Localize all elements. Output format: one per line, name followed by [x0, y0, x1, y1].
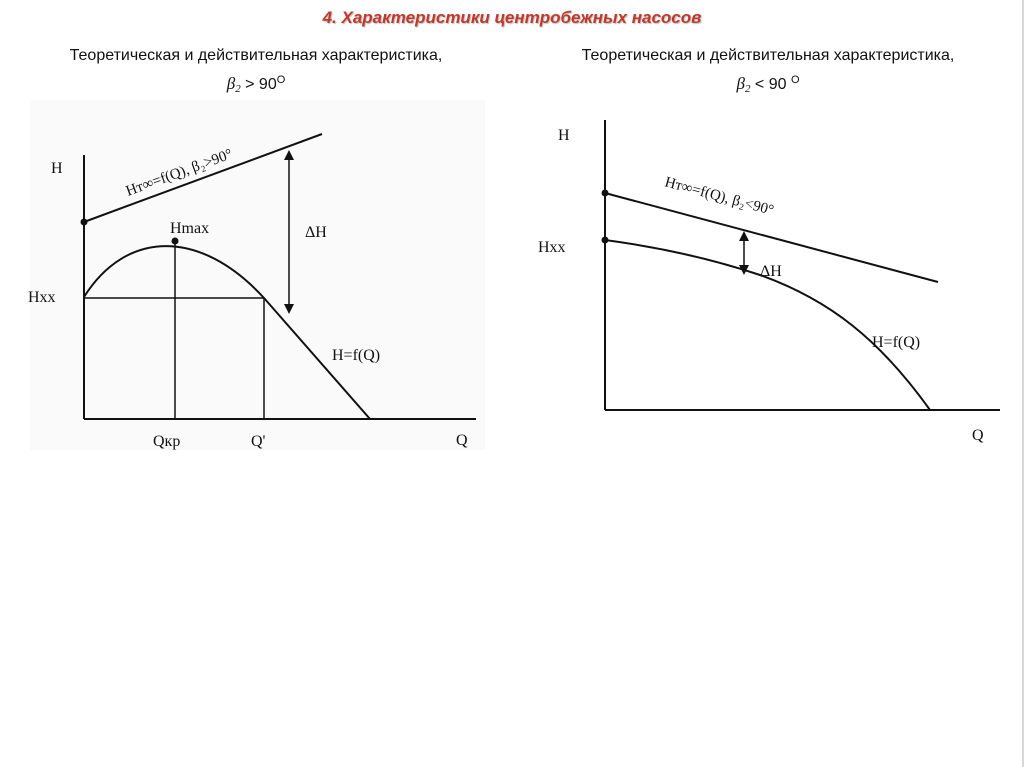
- right-theoretical-label: Hт∞=f(Q), β₂<90°: [662, 174, 776, 219]
- diagram-left-background: [30, 100, 485, 450]
- left-hmax-label: Hmax: [170, 220, 210, 237]
- left-real-curve-label: H=f(Q): [332, 347, 381, 364]
- diagram-left: [28, 100, 485, 450]
- diagram-right: [538, 120, 1000, 444]
- left-qprime-label: Q': [251, 433, 266, 450]
- left-axis-y-label: H: [51, 160, 63, 177]
- beta-subscript: 2: [235, 83, 241, 95]
- left-hxx-label: Hxx: [28, 289, 56, 306]
- caption-right-line1: Теоретическая и действительная характеристика,: [581, 47, 955, 64]
- left-theoretical-label: Hт∞=f(Q), β₂>90°: [123, 146, 235, 200]
- right-axis-x-label: Q: [972, 427, 984, 444]
- degree-mark: O: [276, 74, 286, 86]
- left-qkr-label: Qкр: [153, 433, 181, 450]
- right-theoretical-start-point: [602, 190, 609, 197]
- beta-symbol: β: [736, 74, 745, 93]
- degree-mark: O: [790, 74, 800, 86]
- beta-relation: < 90: [750, 76, 791, 93]
- right-delta-h-label: ΔH: [760, 263, 782, 280]
- left-delta-h-label: ΔH: [305, 224, 327, 241]
- beta-symbol: β: [226, 74, 236, 93]
- right-real-curve-label: H=f(Q): [872, 334, 921, 351]
- beta-relation: > 90: [240, 76, 277, 93]
- caption-left-line1: Теоретическая и действительная характеристика,: [69, 47, 443, 64]
- left-theoretical-start-point: [81, 219, 88, 226]
- slide-title: 4. Характеристики центробежных насосов: [322, 8, 702, 27]
- left-axis-x-label: Q: [456, 432, 468, 449]
- beta-subscript: 2: [744, 83, 751, 95]
- right-axis-y-label: H: [558, 127, 570, 144]
- right-hxx-label: Hxx: [538, 239, 566, 256]
- right-hxx-point: [602, 237, 609, 244]
